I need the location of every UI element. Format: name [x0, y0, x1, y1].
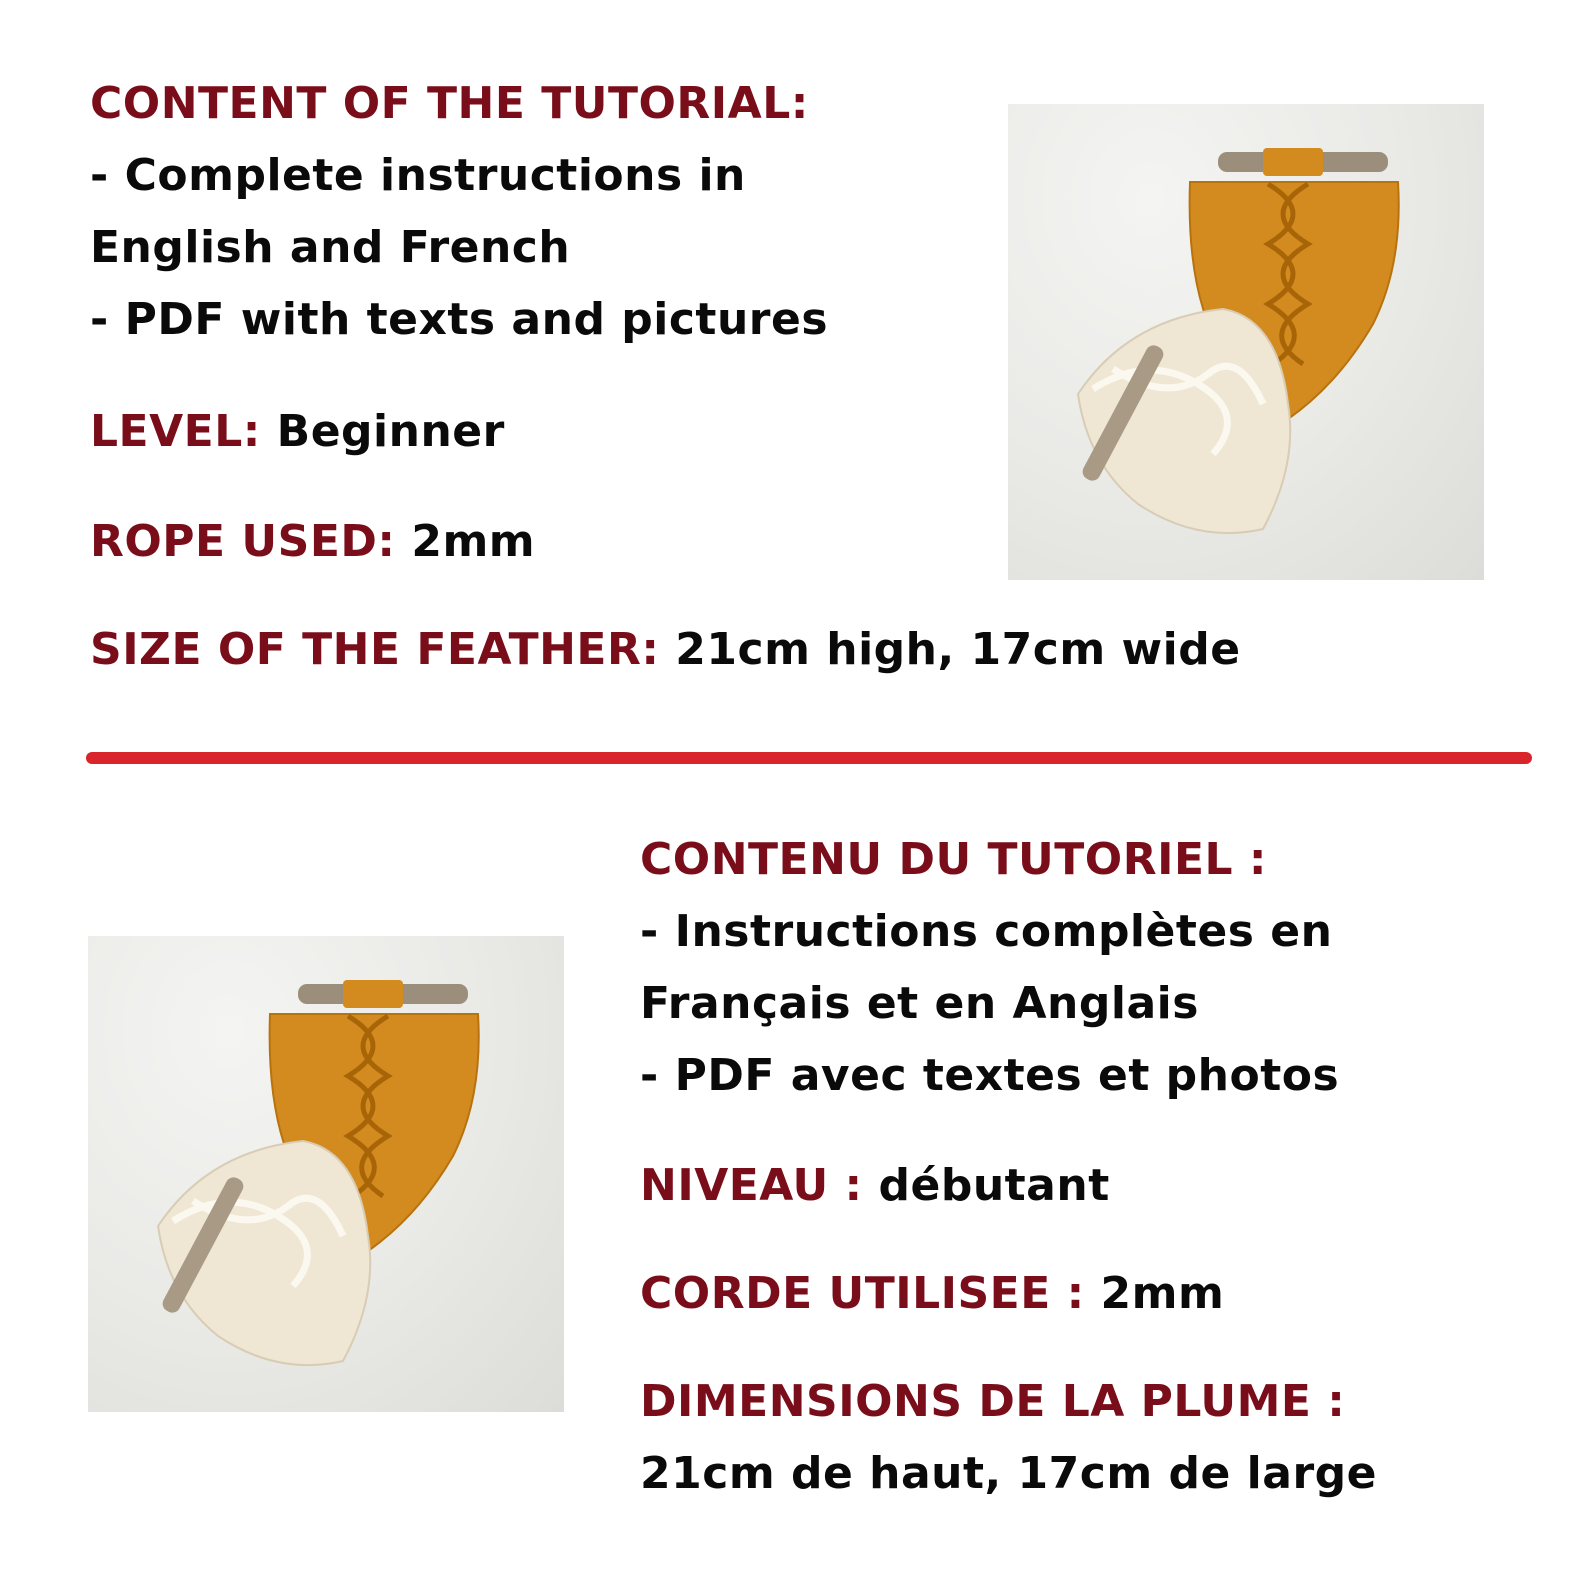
french-rope-label: CORDE UTILISEE : — [640, 1268, 1085, 1319]
french-content-heading: CONTENU DU TUTORIEL : — [640, 834, 1267, 885]
english-rope-row — [90, 516, 536, 567]
english-rope-value: 2mm — [411, 516, 536, 567]
english-content-line-1: - Complete instructions in — [90, 150, 746, 201]
french-size-label: DIMENSIONS DE LA PLUME : — [640, 1376, 1346, 1427]
macrame-feathers-illustration — [88, 936, 564, 1412]
french-content-line-1: - Instructions complètes en — [640, 906, 1333, 957]
french-content-line-3: - PDF avec textes et photos — [640, 1050, 1340, 1101]
english-rope-label: ROPE USED: — [90, 516, 396, 567]
french-level-value: débutant — [878, 1160, 1110, 1211]
french-level-label: NIVEAU : — [640, 1160, 863, 1211]
french-rope-value: 2mm — [1100, 1268, 1225, 1319]
english-level-value: Beginner — [276, 406, 505, 457]
english-content-line-2: English and French — [90, 222, 571, 273]
bottom-macrame-photo — [88, 936, 564, 1412]
french-level-row — [640, 1160, 1110, 1211]
english-level-row — [90, 406, 505, 457]
macrame-feathers-illustration — [1008, 104, 1484, 580]
french-rope-row — [640, 1268, 1225, 1319]
section-divider — [86, 752, 1532, 764]
top-macrame-photo — [1008, 104, 1484, 580]
english-size-row — [90, 624, 1241, 675]
french-size-value: 21cm de haut, 17cm de large — [640, 1448, 1377, 1499]
english-size-label: SIZE OF THE FEATHER: — [90, 624, 660, 675]
english-content-heading: CONTENT OF THE TUTORIAL: — [90, 78, 809, 129]
english-content-line-3: - PDF with texts and pictures — [90, 294, 829, 345]
english-size-value: 21cm high, 17cm wide — [675, 624, 1241, 675]
english-level-label: LEVEL: — [90, 406, 261, 457]
french-content-line-2: Français et en Anglais — [640, 978, 1199, 1029]
